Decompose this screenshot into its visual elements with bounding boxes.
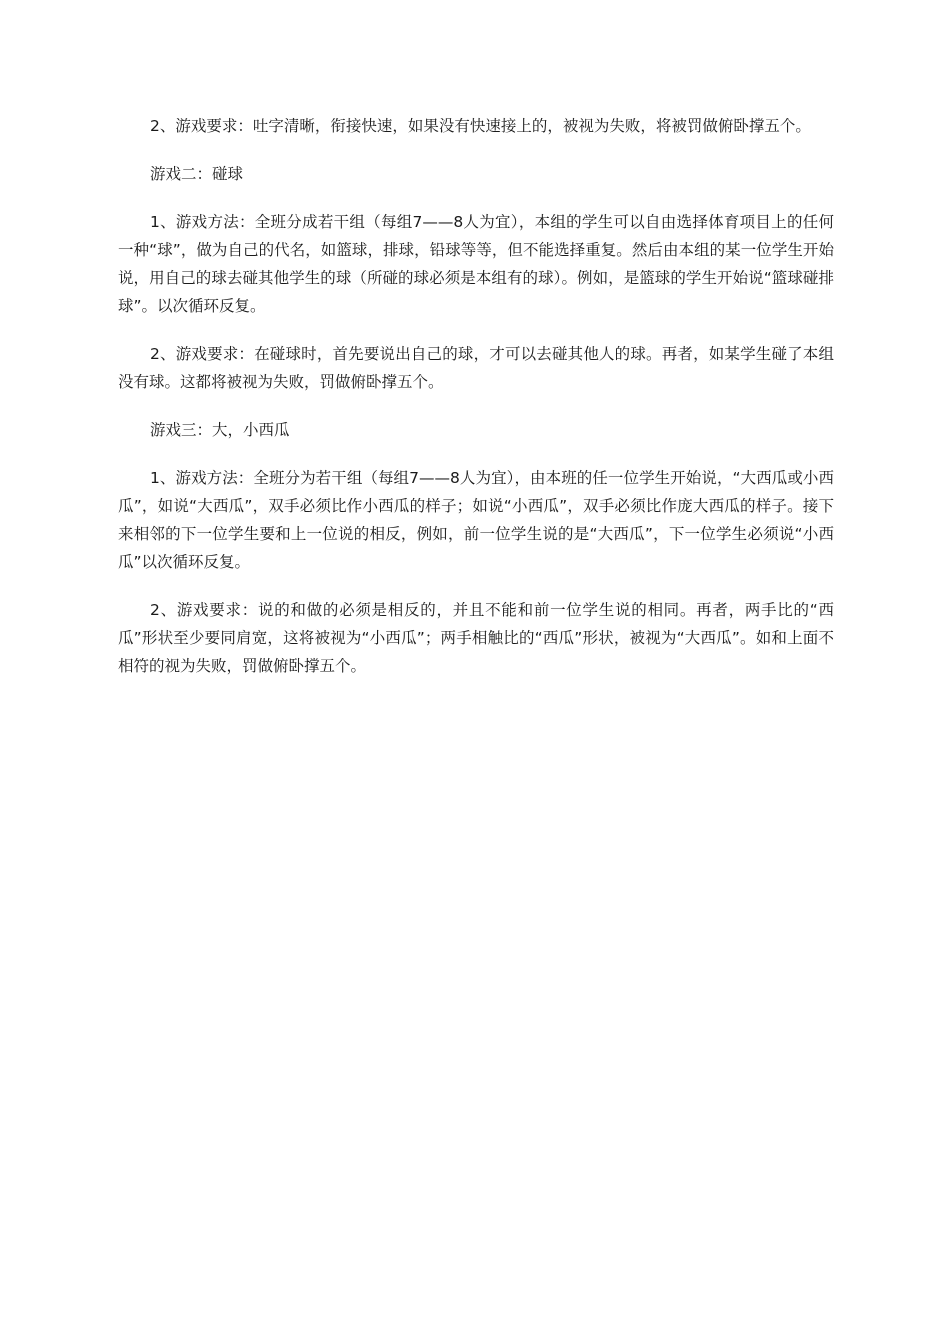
heading-game3: 游戏三：大，小西瓜: [150, 421, 290, 439]
paragraph-game2-requirements: 2、游戏要求：在碰球时，首先要说出自己的球，才可以去碰其他人的球。再者，如某学生碰了本组没有球。这都将被视为失败，罚做俯卧撑五个。: [118, 345, 834, 391]
heading-game2: 游戏二：碰球: [150, 165, 244, 183]
paragraph-spacer: [118, 140, 834, 160]
paragraph-game3-method: 1、游戏方法：全班分为若干组（每组7——8人为宜），由本班的任一位学生开始说，“大西瓜或小西瓜”，如说“大西瓜”，双手必须比作小西瓜的样子；如说“小西瓜”，双手必须比作庞大西瓜的样子。接下来相邻的下一位学生要和上一位说的相反，例如，前一位学生说的是“大西瓜”，下一位学生必须说“小西瓜”以次循环反复。: [118, 469, 834, 571]
paragraph-spacer: [118, 320, 834, 340]
document-body: [118, 112, 834, 680]
paragraph-spacer: [118, 444, 834, 464]
paragraph-game3-requirements: 2、游戏要求：说的和做的必须是相反的，并且不能和前一位学生说的相同。再者，两手比的“西瓜”形状至少要同肩宽，这将被视为“小西瓜”；两手相触比的“西瓜”形状，被视为“大西瓜”。如和上面不相符的视为失败，罚做俯卧撑五个。: [118, 601, 834, 675]
paragraph-spacer: [118, 576, 834, 596]
paragraph-spacer: [118, 396, 834, 416]
paragraph-spacer: [118, 188, 834, 208]
paragraph-game1-requirements: 2、游戏要求：吐字清晰，衔接快速，如果没有快速接上的，被视为失败，将被罚做俯卧撑五个。: [150, 117, 811, 135]
paragraph-game2-method: 1、游戏方法：全班分成若干组（每组7——8人为宜），本组的学生可以自由选择体育项目上的任何一种“球”，做为自己的代名，如篮球，排球，铅球等等，但不能选择重复。然后由本组的某一位学生开始说，用自己的球去碰其他学生的球（所碰的球必须是本组有的球）。例如，是篮球的学生开始说“篮球碰排球”。以次循环反复。: [118, 213, 834, 315]
